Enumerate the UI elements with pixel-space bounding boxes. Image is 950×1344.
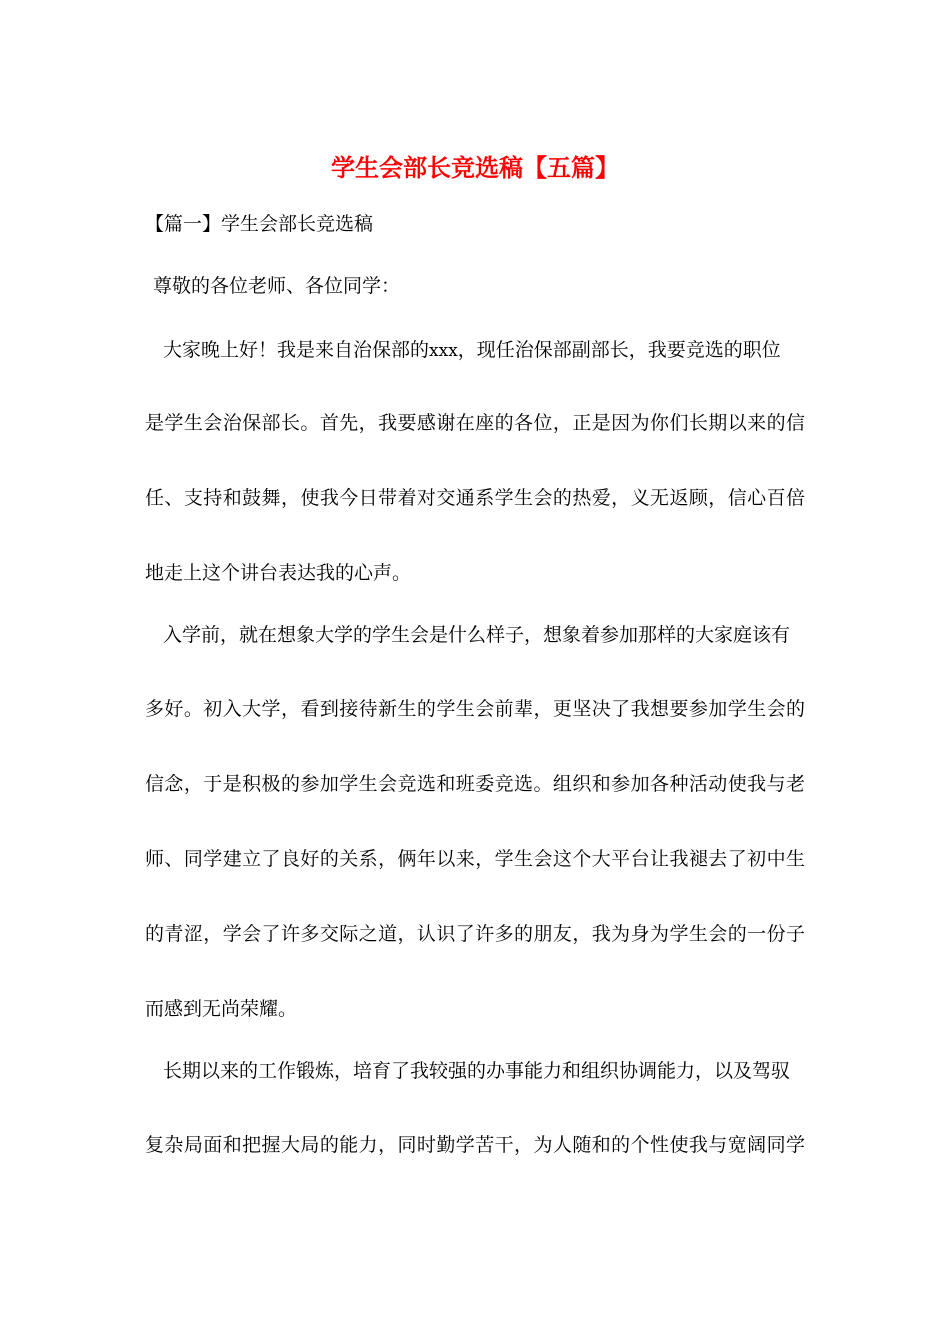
paragraph-line: 而感到无尚荣耀。 — [145, 998, 298, 1020]
paragraph-line: 师、同学建立了良好的关系，俩年以来，学生会这个大平台让我褪去了初中生 — [145, 848, 805, 870]
paragraph-line: 是学生会治保部长。首先，我要感谢在座的各位，正是因为你们长期以来的信 — [145, 412, 805, 434]
paragraph-line: 任、支持和鼓舞，使我今日带着对交通系学生会的热爱，义无返顾，信心百倍 — [145, 487, 805, 509]
paragraph-line: 复杂局面和把握大局的能力，同时勤学苦干，为人随和的个性使我与宽阔同学 — [145, 1134, 805, 1156]
paragraph-line: 入学前，就在想象大学的学生会是什么样子，想象着参加那样的大家庭该有 — [163, 624, 791, 646]
paragraph-line: 多好。初入大学，看到接待新生的学生会前辈，更坚决了我想要参加学生会的 — [145, 698, 805, 720]
document-title: 学生会部长竞选稿【五篇】 — [331, 154, 619, 182]
paragraph-line: 地走上这个讲台表达我的心声。 — [145, 562, 412, 584]
section-heading: 【篇一】学生会部长竞选稿 — [145, 213, 374, 235]
salutation: 尊敬的各位老师、各位同学： — [153, 275, 401, 297]
redacted-name: xxx — [429, 341, 458, 361]
paragraph-line: 信念，于是积极的参加学生会竞选和班委竞选。组织和参加各种活动使我与老 — [145, 773, 805, 795]
line-text: 大家晚上好！我是来自治保部的 — [163, 339, 430, 361]
paragraph-line: 的青涩，学会了许多交际之道，认识了许多的朋友，我为身为学生会的一份子 — [145, 923, 805, 945]
paragraph-line: 长期以来的工作锻炼，培育了我较强的办事能力和组织协调能力，以及驾驭 — [163, 1060, 791, 1082]
paragraph-line — [163, 336, 790, 365]
line-text: ，现任治保部副部长，我要竞选的职位 — [457, 339, 781, 361]
